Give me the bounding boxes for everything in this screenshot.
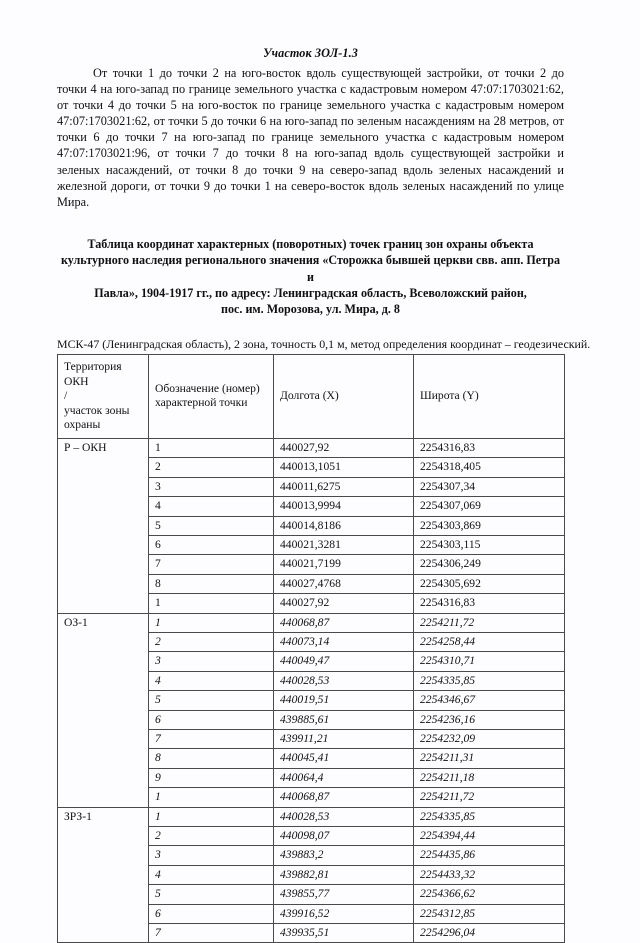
longitude-cell: 440021,7199 [274,555,414,574]
longitude-cell: 439911,21 [274,729,414,748]
longitude-cell: 440064,4 [274,768,414,787]
longitude-cell: 439916,52 [274,904,414,923]
coordinates-table [57,354,565,943]
table-header [58,354,565,438]
latitude-cell: 2254394,44 [414,827,565,846]
table-caption [57,236,564,318]
point-number-cell: 1 [149,594,274,613]
zone-label-cell: ЗРЗ-1 [58,807,149,943]
longitude-cell: 439882,81 [274,865,414,884]
longitude-cell: 440028,53 [274,671,414,690]
column-header-longitude: Долгота (X) [274,354,414,438]
longitude-cell: 440014,8186 [274,516,414,535]
territory-header-line-1: Территория [64,360,122,374]
zone-label-cell: ОЗ-1 [58,613,149,807]
point-number-cell: 3 [149,477,274,496]
point-number-cell: 3 [149,846,274,865]
table-row [58,438,565,457]
point-number-cell: 1 [149,807,274,826]
point-number-cell: 7 [149,555,274,574]
latitude-cell: 2254303,115 [414,535,565,554]
point-number-cell: 2 [149,827,274,846]
page-content [57,46,591,943]
point-number-cell: 1 [149,438,274,457]
boundary-description-paragraph: От точки 1 до точки 2 на юго-восток вдоль существующей застройки, от точки 2 до точки 4 на юго-запад по границе земельного участка с кадастровым номером 47:07:1703021:62, от точки 4 до точки 5 на юго-восток по границе земельного участка с кадастровым номером 47:07:1703021:62, от точки 5 до точки 6 на юго-запад по зеленым насаждениям на 28 метров, от точки 6 до точки 7 на юго-запад по границе земельного участка с кадастровым номером 47:07:1703021:96, от точки 7 до точки 8 на юго-запад вдоль существующей застройки и зеленых насаждений, от точки 8 до точки 9 на северо-запад вдоль зеленых насаждений и железной дороги, от точки 9 до точки 1 на северо-восток вдоль зеленых насаждений по улице Мира. [57,66,564,209]
latitude-cell: 2254435,86 [414,846,565,865]
latitude-cell: 2254307,34 [414,477,565,496]
table-body [58,438,565,943]
point-number-cell: 2 [149,458,274,477]
longitude-cell: 440068,87 [274,613,414,632]
table-row [58,807,565,826]
point-number-cell: 7 [149,729,274,748]
point-number-cell: 1 [149,788,274,807]
point-header-line-1: Обозначение (номер) [155,381,260,395]
latitude-cell: 2254211,72 [414,788,565,807]
latitude-cell: 2254211,72 [414,613,565,632]
longitude-cell: 439855,77 [274,885,414,904]
latitude-cell: 2254433,32 [414,865,565,884]
longitude-cell: 440045,41 [274,749,414,768]
page-title: Участок ЗОЛ-1.3 [263,46,358,60]
point-number-cell: 4 [149,671,274,690]
latitude-cell: 2254316,83 [414,438,565,457]
longitude-cell: 440013,1051 [274,458,414,477]
table-caption-line-2: культурного наследия регионального значения «Сторожка бывшей церкви свв. апп. Петра и [60,253,561,284]
column-header-latitude: Широта (Y) [414,354,565,438]
point-header-line-2: характерной точки [155,396,248,410]
longitude-cell: 440021,3281 [274,535,414,554]
territory-header-line-2: ОКН [64,374,89,388]
latitude-cell: 2254307,069 [414,497,565,516]
table-caption-line-4: пос. им. Морозова, ул. Мира, д. 8 [221,302,400,317]
latitude-cell: 2254232,09 [414,729,565,748]
point-number-cell: 5 [149,691,274,710]
latitude-cell: 2254211,18 [414,768,565,787]
latitude-cell: 2254366,62 [414,885,565,904]
longitude-cell: 440098,07 [274,827,414,846]
latitude-cell: 2254312,85 [414,904,565,923]
point-number-cell: 6 [149,535,274,554]
longitude-cell: 440027,92 [274,438,414,457]
latitude-cell: 2254346,67 [414,691,565,710]
latitude-cell: 2254318,405 [414,458,565,477]
longitude-cell: 440049,47 [274,652,414,671]
latitude-cell: 2254335,85 [414,671,565,690]
point-number-cell: 1 [149,613,274,632]
point-number-cell: 7 [149,924,274,943]
point-number-cell: 5 [149,516,274,535]
table-caption-line-1: Таблица координат характерных (поворотных) точек границ зон охраны объекта [87,236,534,251]
territory-header-line-5: охраны [64,417,101,431]
longitude-cell: 440019,51 [274,691,414,710]
longitude-cell: 440027,4768 [274,574,414,593]
column-header-territory [58,354,149,438]
latitude-cell: 2254296,04 [414,924,565,943]
latitude-cell: 2254303,869 [414,516,565,535]
longitude-cell: 440027,92 [274,594,414,613]
point-number-cell: 4 [149,497,274,516]
point-number-cell: 6 [149,710,274,729]
point-number-cell: 6 [149,904,274,923]
latitude-cell: 2254211,31 [414,749,565,768]
latitude-cell: 2254258,44 [414,632,565,651]
latitude-cell: 2254335,85 [414,807,565,826]
point-number-cell: 8 [149,574,274,593]
point-number-cell: 8 [149,749,274,768]
column-header-point-number [149,354,274,438]
longitude-cell: 440028,53 [274,807,414,826]
coordinate-system-note: МСК-47 (Ленинградская область), 2 зона, точность 0,1 м, метод определения координат – геодезический. [57,336,591,351]
longitude-cell: 439883,2 [274,846,414,865]
point-number-cell: 3 [149,652,274,671]
latitude-cell: 2254305,692 [414,574,565,593]
table-header-row [58,354,565,438]
zone-label-cell: Р – ОКН [58,438,149,613]
point-number-cell: 4 [149,865,274,884]
table-row [58,613,565,632]
table-caption-line-3: Павла», 1904-1917 гг., по адресу: Ленинградская область, Всеволожский район, [94,286,527,301]
point-number-cell: 2 [149,632,274,651]
latitude-cell: 2254310,71 [414,652,565,671]
longitude-cell: 439885,61 [274,710,414,729]
longitude-cell: 440068,87 [274,788,414,807]
point-number-cell: 9 [149,768,274,787]
latitude-cell: 2254316,83 [414,594,565,613]
territory-header-line-3: / [64,389,68,403]
territory-header-line-4: участок зоны [64,403,130,417]
longitude-cell: 440013,9994 [274,497,414,516]
longitude-cell: 440073,14 [274,632,414,651]
latitude-cell: 2254306,249 [414,555,565,574]
longitude-cell: 439935,51 [274,924,414,943]
point-number-cell: 5 [149,885,274,904]
latitude-cell: 2254236,16 [414,710,565,729]
longitude-cell: 440011,6275 [274,477,414,496]
